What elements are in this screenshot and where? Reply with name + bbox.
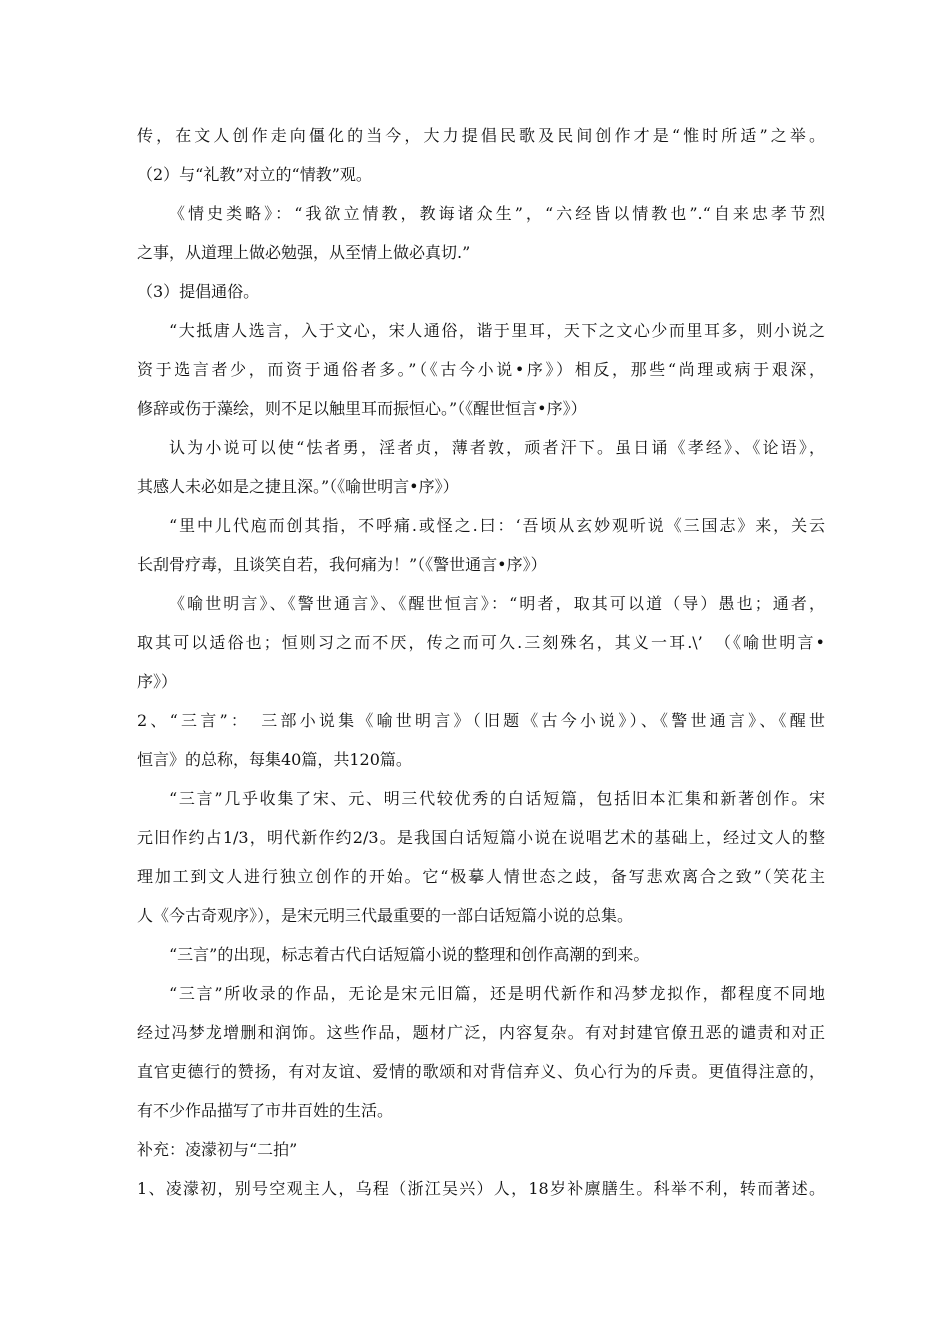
text-line: 其感人未必如是之捷且深。”（《喻世明言•序》） bbox=[137, 477, 459, 496]
text-line: 有不少作品描写了市井百姓的生活。 bbox=[137, 1101, 394, 1120]
section-heading: 补充：凌濛初与“二拍” bbox=[137, 1140, 298, 1159]
text-line: 直官吏德行的赞扬，有对友谊、爱情的歌颂和对背信弃义、负心行为的斥责。更值得注意的， bbox=[137, 1062, 825, 1081]
text-line: 资于选言者少，而资于通俗者多。”（《古今小说•序》）相反，那些“尚理或病于艰深， bbox=[137, 360, 825, 379]
text-line: 取其可以适俗也；恒则习之而不厌，传之而可久.三刻殊名，其义一耳.\’ （《喻世明言• bbox=[137, 633, 825, 652]
section-heading: （2）与“礼教”对立的“情教”观。 bbox=[137, 165, 372, 184]
text-line: 认为小说可以使“怯者勇，淫者贞，薄者敦，顽者汗下。虽日诵《孝经》、《论语》， bbox=[169, 438, 825, 457]
text-line: 理加工到文人进行独立创作的开始。它“极摹人情世态之歧，备写悲欢离合之致”（笑花主 bbox=[137, 867, 825, 886]
section-heading: 2、“三言”： 三部小说集《喻世明言》（旧题《古今小说》）、《警世通言》、《醒世 bbox=[137, 711, 825, 730]
section-heading: （3）提倡通俗。 bbox=[137, 282, 260, 301]
text-line: “大抵唐人选言，入于文心，宋人通俗，谐于里耳，天下之文心少而里耳多，则小说之 bbox=[169, 321, 825, 340]
text-line: “里中儿代庖而创其指，不呼痛.或怪之.曰：‘吾顷从玄妙观听说《三国志》来，关云 bbox=[169, 516, 825, 535]
text-line: 恒言》的总称，每集40篇，共120篇。 bbox=[137, 750, 412, 769]
text-line: 传，在文人创作走向僵化的当今，大力提倡民歌及民间创作才是“惟时所适”之举。 bbox=[137, 126, 825, 145]
text-line: “三言”所收录的作品，无论是宋元旧篇，还是明代新作和冯梦龙拟作，都程度不同地 bbox=[169, 984, 825, 1003]
text-line: 《喻世明言》、《警世通言》、《醒世恒言》：“明者，取其可以道（导）愚也；通者， bbox=[169, 594, 825, 613]
text-line: 之事，从道理上做必勉强，从至情上做必真切.” bbox=[137, 243, 471, 262]
text-line: “三言”几乎收集了宋、元、明三代较优秀的白话短篇，包括旧本汇集和新著创作。宋 bbox=[169, 789, 825, 808]
text-line: 1、凌濛初，别号空观主人，乌程（浙江吴兴）人，18岁补廪膳生。科举不利，转而著述。 bbox=[137, 1179, 825, 1198]
document-page bbox=[137, 121, 825, 1213]
text-line: 人《今古奇观序》），是宋元明三代最重要的一部白话短篇小说的总集。 bbox=[137, 906, 634, 925]
text-line: 序》） bbox=[137, 672, 178, 691]
text-line: 元旧作约占1/3，明代新作约2/3。是我国白话短篇小说在说唱艺术的基础上，经过文人的整 bbox=[137, 828, 825, 847]
text-line: “三言”的出现，标志着古代白话短篇小说的整理和创作高潮的到来。 bbox=[169, 945, 650, 964]
text-line: 修辞或伤于藻绘，则不足以触里耳而振恒心。”（《醒世恒言•序》） bbox=[137, 399, 587, 418]
text-line: 长刮骨疗毒，且谈笑自若，我何痛为！”（《警世通言•序》） bbox=[137, 555, 547, 574]
text-line: 《情史类略》：“我欲立情教，教诲诸众生”，“六经皆以情教也”.“自来忠孝节烈 bbox=[169, 204, 825, 223]
text-line: 经过冯梦龙增删和润饰。这些作品，题材广泛，内容复杂。有对封建官僚丑恶的谴责和对正 bbox=[137, 1023, 825, 1042]
